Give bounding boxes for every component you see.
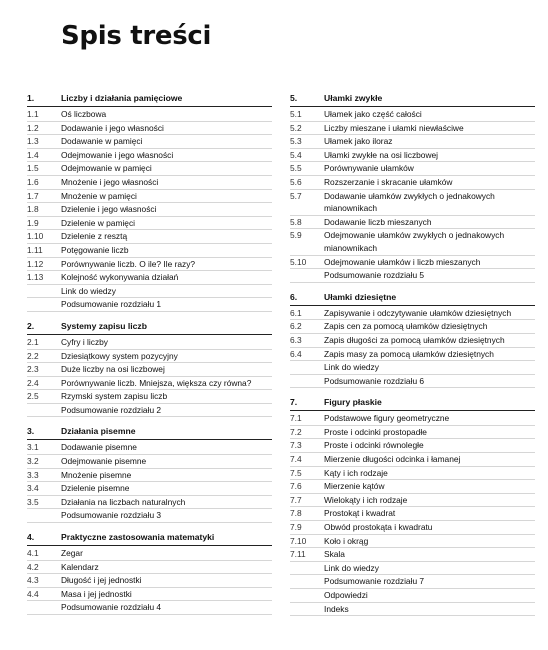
toc-entry[interactable] [27, 390, 272, 404]
entry-title: Ułamki zwykłe na osi liczbowej [324, 149, 439, 160]
toc-left-column [27, 92, 272, 623]
entry-number: 5.6 [290, 176, 302, 187]
entry-title: Wielokąty i ich rodzaje [324, 494, 408, 505]
entry-title: Link do wiedzy [61, 285, 116, 296]
entry-number: 3.5 [27, 496, 39, 507]
section-heading[interactable] [27, 425, 272, 440]
toc-entry[interactable] [27, 230, 272, 244]
entry-title: Potęgowanie liczb [61, 244, 129, 255]
entry-title: Odejmowanie ułamków i liczb mieszanych [324, 256, 481, 267]
entry-title: Dodawanie ułamków zwykłych o jednakowych mianownikach [324, 190, 495, 214]
entry-number: 6.1 [290, 307, 302, 318]
entry-number: 7.4 [290, 454, 302, 465]
entry-title: Link do wiedzy [324, 562, 379, 573]
toc-entry[interactable] [290, 334, 535, 348]
entry-title: Porównywanie ułamków [324, 163, 414, 174]
entry-title: Podsumowanie rozdziału 5 [324, 270, 425, 281]
toc-entry[interactable] [290, 412, 535, 426]
entry-number: 5.10 [290, 256, 307, 267]
entry-title: Podsumowanie rozdziału 1 [61, 299, 162, 310]
toc-entry[interactable] [290, 162, 535, 176]
entry-number: 1.3 [27, 136, 39, 147]
toc-entry[interactable] [27, 135, 272, 149]
section-number: 3. [27, 426, 35, 437]
entry-title: Dodawanie liczb mieszanych [324, 216, 432, 227]
entry-number: 7.10 [290, 535, 307, 546]
toc-entry[interactable] [290, 229, 535, 255]
section-heading[interactable] [27, 531, 272, 546]
toc-entry[interactable] [290, 176, 535, 190]
toc-entry[interactable] [27, 176, 272, 190]
section-number: 4. [27, 532, 35, 543]
page-title: Spis treści [61, 21, 212, 51]
toc-entry[interactable] [27, 336, 272, 350]
entry-title: Zapisywanie i odczytywanie ułamków dziesiętnych [324, 307, 512, 318]
toc-entry[interactable] [27, 203, 272, 217]
toc-entry[interactable] [290, 375, 535, 389]
entry-number: 4.2 [27, 561, 39, 572]
toc-section [27, 92, 272, 312]
toc-entry[interactable] [27, 561, 272, 575]
section-number: 1. [27, 93, 35, 103]
toc-entry[interactable] [27, 377, 272, 391]
entry-number: 1.7 [27, 190, 39, 201]
entry-title: Odejmowanie i jego własności [61, 149, 174, 160]
toc-entry[interactable] [27, 271, 272, 285]
toc-entry[interactable] [290, 320, 535, 334]
entry-number [290, 375, 324, 388]
toc-entry[interactable] [27, 441, 272, 455]
entry-number: 6.2 [290, 321, 302, 332]
entry-number: 7.8 [290, 508, 302, 519]
entry-title: Podsumowanie rozdziału 7 [324, 576, 425, 587]
section-number: 2. [27, 320, 35, 331]
toc-entry[interactable] [290, 216, 535, 230]
entry-title: Odejmowanie pisemne [61, 456, 147, 467]
entry-number: 5.1 [290, 109, 302, 119]
entry-title: Działania na liczbach naturalnych [61, 496, 186, 507]
toc-entry[interactable] [290, 135, 535, 149]
entry-number: 5.3 [290, 136, 302, 147]
toc-entry[interactable] [290, 480, 535, 494]
toc-entry[interactable] [290, 467, 535, 481]
toc-section [290, 396, 535, 616]
toc-entry[interactable] [27, 363, 272, 377]
entry-title: Zapis masy za pomocą ułamków dziesiętnych [324, 348, 494, 359]
entry-number [290, 562, 324, 575]
entry-number: 6.4 [290, 348, 302, 359]
entry-title: Mierzenie kątów [324, 481, 385, 492]
entry-number: 4.1 [27, 548, 39, 559]
entry-number: 5.7 [290, 190, 302, 201]
entry-title: Dodawanie w pamięci [61, 136, 143, 147]
entry-number [290, 603, 324, 616]
entry-title: Rzymski system zapisu liczb [61, 391, 168, 402]
entry-title: Dzielenie z resztą [61, 231, 128, 242]
entry-title: Odejmowanie w pamięci [61, 163, 152, 174]
entry-number: 7.11 [290, 549, 306, 560]
section-title: Ułamki zwykłe [324, 93, 383, 103]
entry-number: 5.8 [290, 216, 302, 227]
entry-number [27, 285, 61, 298]
toc-entry[interactable] [290, 348, 535, 362]
toc-section [290, 92, 535, 283]
entry-title: Mnożenie i jego własności [61, 176, 159, 187]
entry-number: 1.2 [27, 122, 39, 133]
entry-number: 2.1 [27, 336, 39, 347]
section-number: 6. [290, 291, 298, 302]
entry-number: 7.5 [290, 467, 302, 478]
entry-title: Duże liczby na osi liczbowej [61, 364, 165, 375]
toc-entry[interactable] [290, 589, 535, 603]
section-heading[interactable] [290, 291, 535, 306]
toc-entry[interactable] [290, 149, 535, 163]
entry-title: Liczby mieszane i ułamki niewłaściwe [324, 122, 464, 133]
entry-number: 2.5 [27, 391, 39, 402]
entry-number: 1.5 [27, 163, 39, 174]
entry-title: Skala [324, 549, 345, 560]
entry-title: Długość i jej jednostki [61, 575, 142, 586]
toc-entry[interactable] [27, 350, 272, 364]
toc-entry[interactable] [27, 482, 272, 496]
section-number: 7. [290, 397, 298, 408]
entry-number [290, 575, 324, 588]
toc-entry[interactable] [27, 404, 272, 418]
entry-number: 3.3 [27, 469, 39, 480]
toc-entry[interactable] [27, 496, 272, 510]
entry-title: Podsumowanie rozdziału 3 [61, 510, 162, 521]
entry-number: 1.4 [27, 149, 39, 160]
entry-number: 2.2 [27, 350, 39, 361]
section-title: Systemy zapisu liczb [61, 320, 147, 331]
entry-number: 7.3 [290, 440, 302, 451]
entry-title: Dzielenie i jego własności [61, 204, 157, 215]
entry-title: Link do wiedzy [324, 362, 379, 373]
entry-number: 1.1 [27, 109, 39, 119]
entry-title: Kalendarz [61, 561, 99, 572]
toc-entry[interactable] [27, 547, 272, 561]
entry-title: Dziesiątkowy system pozycyjny [61, 350, 178, 361]
toc-entry[interactable] [290, 361, 535, 375]
toc-entry[interactable] [27, 149, 272, 163]
entry-number: 5.2 [290, 122, 302, 133]
entry-number [27, 601, 61, 614]
entry-title: Dzielenie w pamięci [61, 217, 136, 228]
entry-title: Proste i odcinki prostopadłe [324, 426, 427, 437]
entry-number [27, 404, 61, 417]
toc-entry[interactable] [290, 256, 535, 270]
entry-number: 3.2 [27, 456, 39, 467]
toc-entry[interactable] [27, 162, 272, 176]
entry-number: 4.4 [27, 588, 39, 599]
entry-number: 1.8 [27, 204, 39, 215]
entry-title: Kolejność wykonywania działań [61, 272, 179, 283]
section-heading[interactable] [27, 320, 272, 335]
toc-entry[interactable] [27, 455, 272, 469]
toc-entry[interactable] [27, 298, 272, 312]
entry-number [290, 361, 324, 374]
toc-entry[interactable] [27, 217, 272, 231]
entry-title: Dodawanie pisemne [61, 442, 137, 453]
entry-title: Odpowiedzi [324, 590, 368, 600]
entry-title: Podsumowanie rozdziału 2 [61, 404, 162, 415]
toc-entry[interactable] [27, 509, 272, 523]
toc-entry[interactable] [290, 453, 535, 467]
toc-entry[interactable] [27, 122, 272, 136]
toc-entry[interactable] [290, 575, 535, 589]
entry-number: 6.3 [290, 334, 302, 345]
toc-entry[interactable] [27, 601, 272, 615]
entry-number: 1.6 [27, 176, 39, 187]
entry-title: Koło i okrąg [324, 535, 369, 546]
entry-number: 3.4 [27, 483, 39, 494]
toc-section [27, 320, 272, 418]
toc-entry[interactable] [290, 426, 535, 440]
entry-title: Porównywanie liczb. Mniejsza, większa czy równa? [61, 377, 252, 388]
entry-title: Kąty i ich rodzaje [324, 467, 388, 478]
entry-title: Oś liczbowa [61, 109, 107, 119]
entry-title: Mnożenie w pamięci [61, 190, 137, 201]
entry-title: Porównywanie liczb. O ile? Ile razy? [61, 258, 196, 269]
entry-number: 5.4 [290, 149, 302, 160]
toc-entry[interactable] [290, 562, 535, 576]
section-number: 5. [290, 93, 298, 103]
toc-right-column [290, 92, 535, 624]
entry-number [27, 298, 61, 311]
entry-number: 7.6 [290, 481, 302, 492]
section-title: Figury płaskie [324, 397, 382, 408]
toc-entry[interactable] [290, 439, 535, 453]
entry-title: Dzielenie pisemne [61, 483, 130, 494]
entry-number: 1.9 [27, 217, 39, 228]
toc-entry[interactable] [27, 190, 272, 204]
toc-entry[interactable] [290, 521, 535, 535]
entry-number: 2.4 [27, 377, 39, 388]
entry-number: 1.13 [27, 272, 44, 283]
entry-title: Indeks [324, 603, 349, 614]
entry-title: Ułamek jako część całości [324, 109, 422, 119]
toc-entry[interactable] [27, 469, 272, 483]
entry-title: Obwód prostokąta i kwadratu [324, 522, 433, 533]
toc-entry[interactable] [27, 244, 272, 258]
section-title: Działania pisemne [61, 426, 136, 437]
toc-section [290, 291, 535, 389]
entry-title: Zapis długości za pomocą ułamków dziesiętnych [324, 334, 505, 345]
toc-entry[interactable] [290, 535, 535, 549]
entry-number: 1.11 [27, 244, 43, 255]
entry-number: 7.7 [290, 494, 302, 505]
toc-entry[interactable] [27, 108, 272, 122]
toc-entry[interactable] [290, 494, 535, 508]
toc-entry[interactable] [290, 548, 535, 562]
entry-number: 7.1 [290, 413, 302, 424]
entry-title: Podsumowanie rozdziału 6 [324, 375, 425, 386]
toc-entry[interactable] [27, 588, 272, 602]
entry-number [290, 589, 324, 602]
toc-entry[interactable] [27, 285, 272, 299]
entry-title: Zegar [61, 548, 83, 559]
entry-number: 4.3 [27, 575, 39, 586]
entry-number: 5.5 [290, 163, 302, 174]
entry-title: Mierzenie długości odcinka i łamanej [324, 454, 461, 465]
entry-title: Podstawowe figury geometryczne [324, 413, 450, 424]
section-heading[interactable] [27, 92, 272, 107]
entry-title: Podsumowanie rozdziału 4 [61, 602, 162, 613]
entry-title: Prostokąt i kwadrat [324, 508, 396, 519]
entry-title: Cyfry i liczby [61, 336, 108, 347]
toc-entry[interactable] [27, 258, 272, 272]
toc-entry[interactable] [290, 122, 535, 136]
entry-number: 7.2 [290, 426, 302, 437]
section-title: Praktyczne zastosowania matematyki [61, 532, 215, 543]
entry-number: 7.9 [290, 522, 302, 533]
toc-entry[interactable] [290, 603, 535, 617]
entry-title: Masa i jej jednostki [61, 588, 132, 599]
entry-title: Dodawanie i jego własności [61, 122, 164, 133]
entry-number: 1.12 [27, 258, 44, 269]
toc-entry[interactable] [290, 507, 535, 521]
entry-number [290, 269, 324, 282]
section-title: Liczby i działania pamięciowe [61, 93, 183, 103]
entry-title: Rozszerzanie i skracanie ułamków [324, 176, 453, 187]
entry-number: 2.3 [27, 364, 39, 375]
toc-entry[interactable] [290, 269, 535, 283]
toc-entry[interactable] [27, 574, 272, 588]
section-title: Ułamki dziesiętne [324, 291, 397, 302]
toc-entry[interactable] [290, 190, 535, 216]
entry-title: Ułamek jako iloraz [324, 136, 393, 147]
entry-number [27, 509, 61, 522]
entry-number: 5.9 [290, 230, 302, 241]
entry-title: Zapis cen za pomocą ułamków dziesiętnych [324, 321, 488, 332]
entry-title: Mnożenie pisemne [61, 469, 132, 480]
toc-entry[interactable] [290, 108, 535, 122]
entry-number: 3.1 [27, 442, 39, 453]
section-heading[interactable] [290, 396, 535, 411]
toc-entry[interactable] [290, 307, 535, 321]
toc-section [27, 425, 272, 523]
toc-section [27, 531, 272, 615]
entry-title: Odejmowanie ułamków zwykłych o jednakowych mianownikach [324, 230, 505, 253]
entry-title: Proste i odcinki równoległe [324, 440, 424, 451]
section-heading[interactable] [290, 92, 535, 107]
entry-number: 1.10 [27, 231, 44, 242]
